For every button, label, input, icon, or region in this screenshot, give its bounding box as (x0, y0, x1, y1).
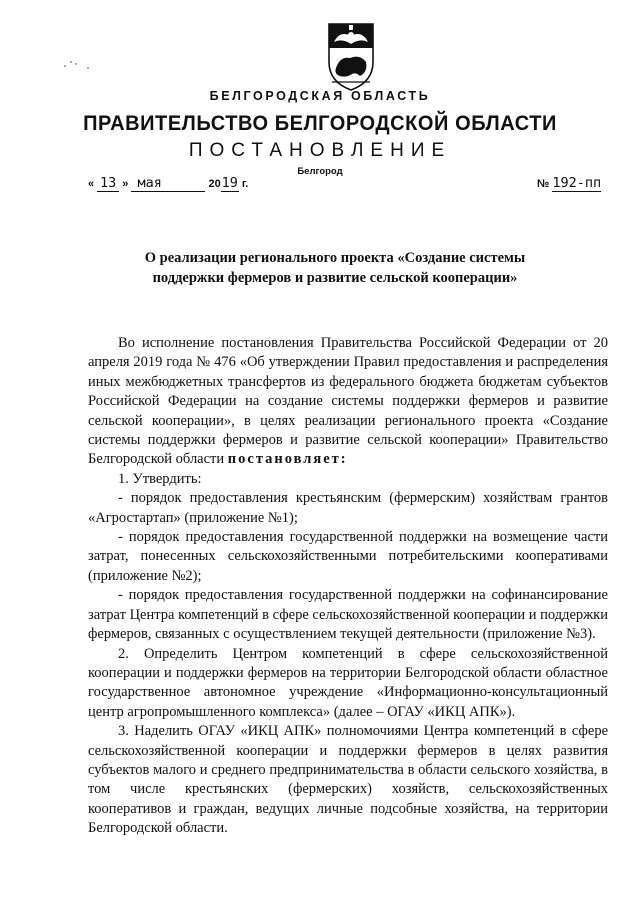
scan-speck (62, 54, 92, 74)
title-line-1: О реализации регионального проекта «Создание системы (144, 250, 526, 266)
document-type: ПОСТАНОВЛЕНИЕ (188, 140, 452, 161)
document-body (88, 334, 608, 839)
title-line-2: поддержки фермеров и развитие сельской кооперации» (152, 270, 518, 286)
number-value: 192-пп (552, 175, 602, 191)
postanovlyaet-word: постановляет: (227, 451, 348, 468)
document-number (537, 175, 601, 192)
document-title (120, 248, 550, 288)
item-1b: - порядок предоставления государственной поддержки на возмещение части затрат, понесенных сельскохозяйственными потребительскими кооперативами (приложение №2); (88, 529, 608, 584)
item-1a: - порядок предоставления крестьянским (фермерским) хозяйствам грантов «Агростартап» (приложение №1); (88, 490, 608, 526)
item-1: 1. Утвердить: (118, 470, 202, 487)
number-label: № (537, 178, 550, 190)
document-date (88, 175, 248, 192)
date-open-quote: « (88, 178, 95, 190)
date-day: 13 (97, 175, 119, 192)
date-month: мая (131, 175, 205, 192)
date-year-label: г. (241, 178, 249, 190)
government-name: ПРАВИТЕЛЬСТВО БЕЛГОРОДСКОЙ ОБЛАСТИ (83, 111, 557, 135)
region-name: БЕЛГОРОДСКАЯ ОБЛАСТЬ (209, 89, 431, 103)
date-year-prefix: 20 (208, 178, 221, 190)
date-close-quote: » (122, 178, 129, 190)
coat-of-arms-icon (326, 22, 376, 92)
item-3: 3. Наделить ОГАУ «ИКЦ АПК» полномочиями Центра компетенций в сфере сельскохозяйственной кооперации и поддержки фермеров в целях развития субъектов малого и среднего предпринимательства в области сельского хозяйства, в том числе крестьянских (фермерских) хозяйств, сельскохозяйственных кооперативов и граждан, ведущих личные подсобные хозяйства, на территории Белгородской области. (88, 723, 608, 837)
city-name: Белгород (297, 166, 343, 177)
item-1c: - порядок предоставления государственной поддержки на софинансирование затрат Центра компетенций в сфере сельскохозяйственной кооперации и поддержки фермеров, связанных с осуществлением текущей деятельности (приложение №3). (88, 587, 608, 643)
date-year-suffix: 19 (221, 175, 238, 191)
intro-text: Во исполнение постановления Правительства Российской Федерации от 20 апреля 2019 года № 476 «Об утверждении Правил предоставления и распределения иных межбюджетных трансфертов из федерального бюджета бюджетам субъектов Российской Федерации на создание системы поддержки фермеров и развитие сельской кооперации», в целях реализации регионального проекта «Создание системы поддержки фермеров и развитие сельской кооперации» Правительство Белгородской области (88, 335, 608, 468)
item-2: 2. Определить Центром компетенций в сфере сельскохозяйственной кооперации и поддержки фермеров на территории Белгородской области областное государственное автономное учреждение «Информационно-консультационный центр агропромышленного комплекса» (далее – ОГАУ «ИКЦ АПК»). (88, 645, 608, 720)
intro-paragraph (88, 334, 608, 470)
